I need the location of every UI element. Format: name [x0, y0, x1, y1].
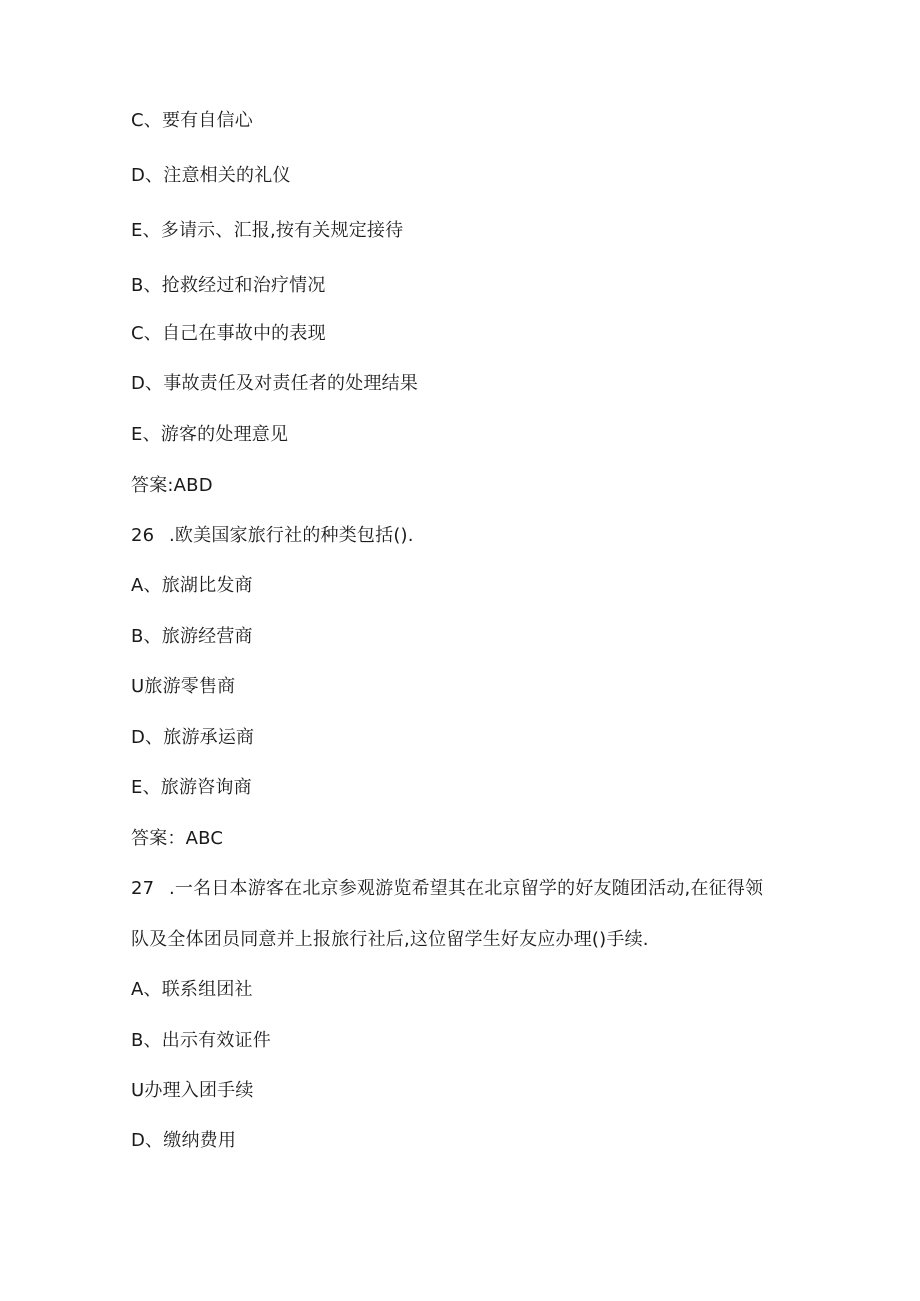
question-26-number: 26 [131, 525, 155, 546]
option-d-etiquette: D、注意相关的礼仪 [131, 165, 291, 186]
answer-prev: 答案:ABD [131, 475, 213, 496]
q27-option-d: D、缴纳费用 [131, 1130, 237, 1151]
question-27-text-line1: .一名日本游客在北京参观游览希望其在北京留学的好友随团活动,在征得领 [169, 878, 764, 899]
q27-option-b: B、出示有效证件 [131, 1030, 271, 1051]
option-d-responsibility: D、事故责任及对责任者的处理结果 [131, 373, 419, 394]
option-e-tourist-opinion: E、游客的处理意见 [131, 424, 289, 445]
option-b-rescue: B、抢救经过和治疗情况 [131, 275, 326, 296]
q26-option-d: D、旅游承运商 [131, 727, 255, 748]
option-c-confidence: C、要有自信心 [131, 110, 253, 131]
q26-option-b: B、旅游经营商 [131, 626, 253, 647]
option-c-performance: C、自己在事故中的表现 [131, 323, 326, 344]
question-27-text-line2: 队及全体团员同意并上报旅行社后,这位留学生好友应办理()手续. [131, 929, 649, 950]
q26-option-e: E、旅游咨询商 [131, 777, 252, 798]
q26-option-c: U旅游零售商 [131, 676, 236, 697]
q27-option-a: A、联系组团社 [131, 979, 253, 1000]
question-27-number: 27 [131, 878, 155, 899]
q26-answer: 答案：ABC [131, 828, 224, 849]
question-26 [131, 524, 414, 548]
question-27 [131, 877, 763, 901]
q27-option-c: U办理入团手续 [131, 1080, 254, 1101]
question-26-text: .欧美国家旅行社的种类包括(). [169, 525, 414, 546]
q26-option-a: A、旅湖比发商 [131, 575, 253, 596]
option-e-report: E、多请示、汇报,按有关规定接待 [131, 220, 404, 241]
